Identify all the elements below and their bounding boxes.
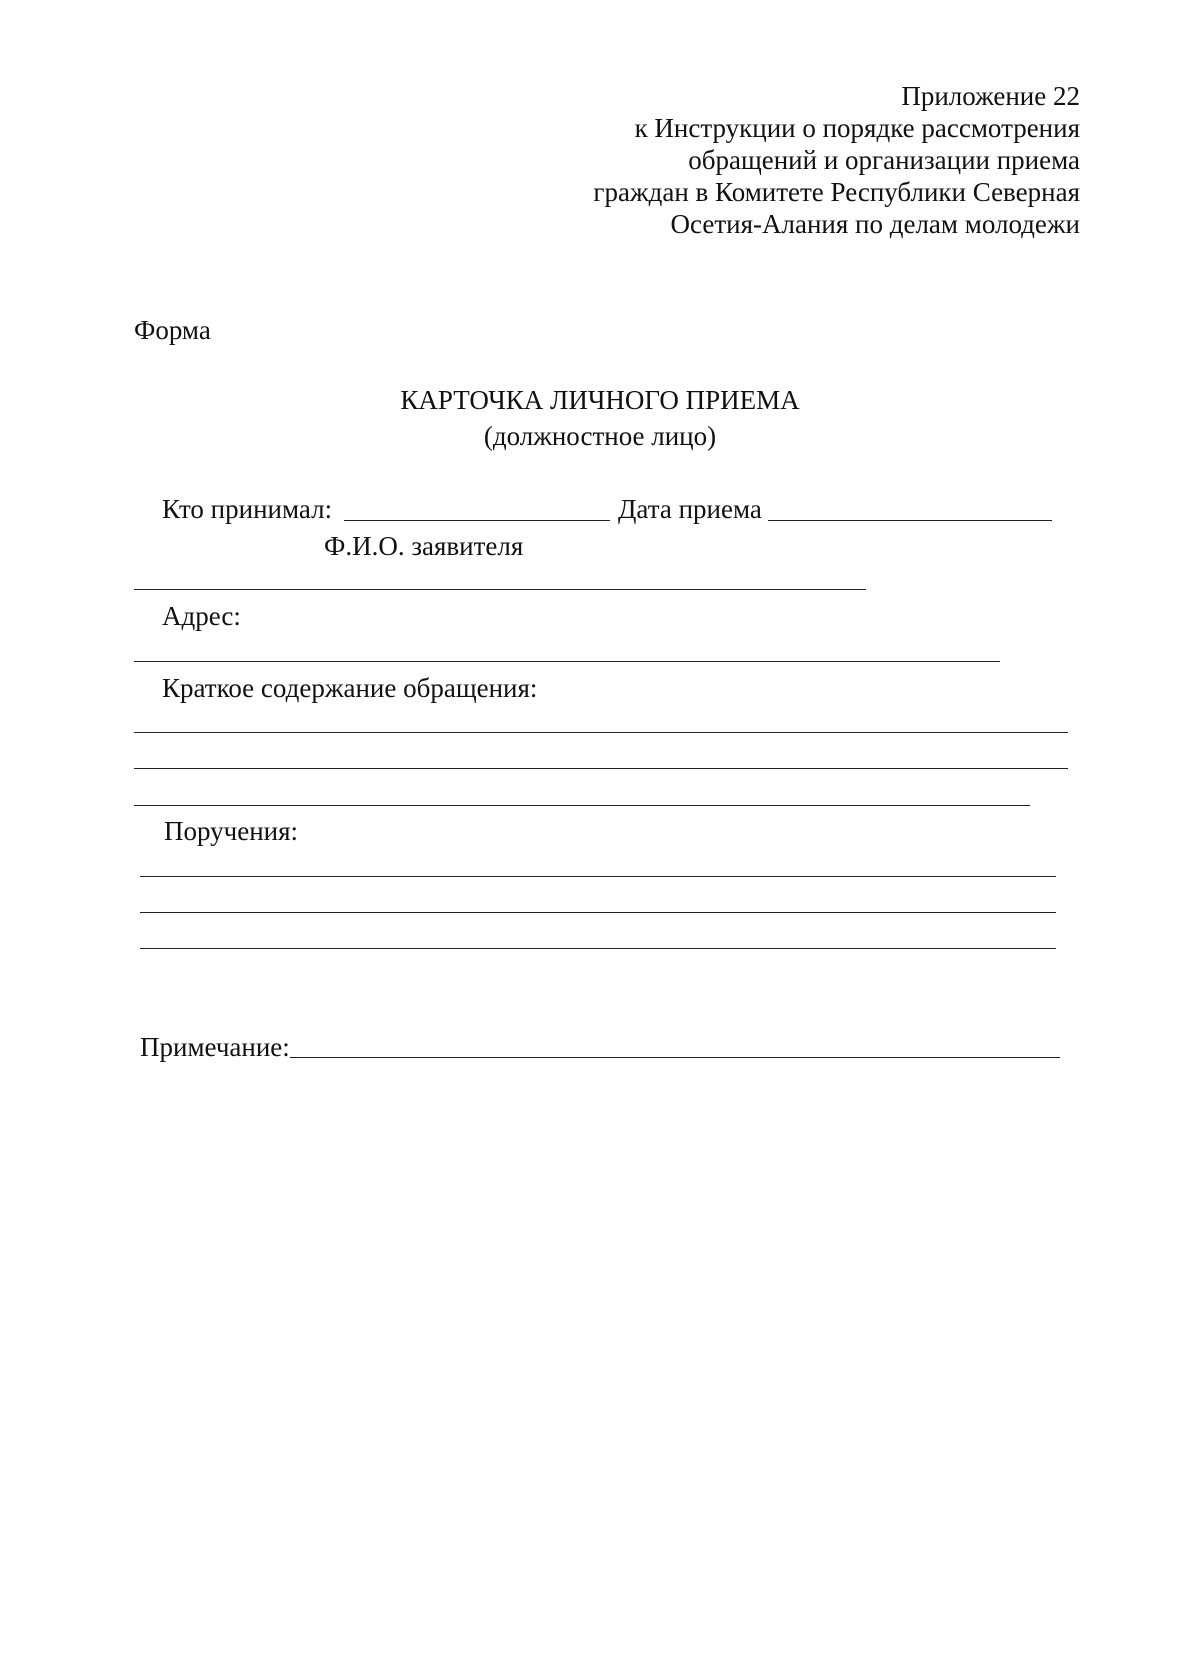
- received-by-line[interactable]: [344, 520, 610, 521]
- card-title: КАРТОЧКА ЛИЧНОГО ПРИЕМА: [400, 385, 800, 415]
- summary-line[interactable]: [134, 732, 1068, 733]
- applicant-name-label: Ф.И.О. заявителя: [324, 531, 524, 561]
- received-by-label: Кто принимал:: [162, 494, 333, 524]
- instructions-label: Поручения:: [164, 816, 299, 846]
- instructions-line[interactable]: [140, 912, 1056, 913]
- summary-line[interactable]: [134, 805, 1030, 806]
- form-label: Форма: [134, 315, 211, 345]
- address-label: Адрес:: [162, 601, 241, 631]
- note-label: Примечание:: [140, 1032, 290, 1062]
- address-line[interactable]: [134, 661, 1000, 662]
- summary-label: Краткое содержание обращения:: [162, 673, 538, 703]
- applicant-name-line[interactable]: [134, 589, 866, 590]
- appendix-line-2: обращений и организации приема: [688, 145, 1080, 175]
- appendix-line-1: к Инструкции о порядке рассмотрения: [634, 113, 1080, 143]
- instructions-line[interactable]: [140, 948, 1056, 949]
- appendix-line-3: граждан в Комитете Республики Северная: [593, 177, 1080, 207]
- date-label: Дата приема: [618, 494, 762, 524]
- card-subtitle: (должностное лицо): [483, 421, 717, 451]
- instructions-line[interactable]: [140, 876, 1056, 877]
- summary-line[interactable]: [134, 768, 1068, 769]
- appendix-line-4: Осетия-Алания по делам молодежи: [670, 209, 1080, 239]
- date-line[interactable]: [768, 520, 1052, 521]
- appendix-title: Приложение 22: [901, 81, 1080, 111]
- note-line[interactable]: [290, 1057, 1060, 1058]
